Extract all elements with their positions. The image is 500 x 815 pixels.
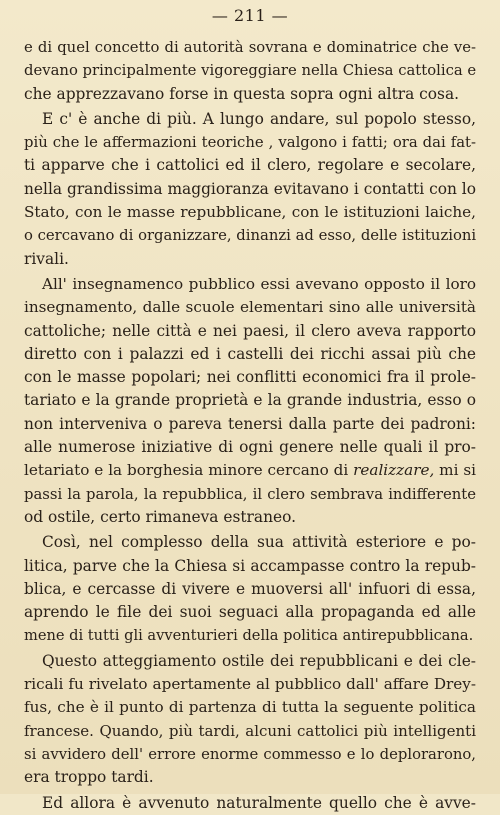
text-line: ricali fu rivelato apertamente al pubblico dall' affare Drey-: [24, 675, 476, 694]
paragraph: [24, 650, 476, 790]
italic-word: realizzare,: [353, 461, 435, 480]
text-line: blica, e cercasse di vivere e muoversi all' infuori di essa,: [24, 579, 476, 598]
text-line: All' insegnamenco pubblico essi avevano opposto il loro: [42, 274, 476, 293]
paragraph: [24, 36, 476, 106]
text-line: od ostile, certo rimaneva estraneo.: [24, 507, 296, 526]
paragraph: [24, 531, 476, 647]
text-line: litica, parve che la Chiesa si accampasse contro la repub-: [24, 556, 476, 575]
text-line: Così, nel complesso della sua attività esteriore e po-: [42, 533, 476, 552]
text-line: Ed allora è avvenuto naturalmente quello che è avve-: [42, 793, 476, 812]
text-line: Questo atteggiamento ostile dei repubblicani e dei cle-: [42, 651, 476, 670]
text-line: più che le affermazioni teoriche , valgono i fatti; ora dai fat-: [24, 134, 476, 152]
text-line: insegnamento, dalle scuole elementari sino alle università: [24, 298, 476, 317]
text-line: non interveniva o pareva tenersi dalla parte dei padroni:: [24, 414, 476, 433]
text-line: francese. Quando, più tardi, alcuni cattolici più intelligenti: [24, 721, 476, 740]
text-line: fus, che è il punto di partenza di tutta la seguente politica: [24, 698, 476, 717]
paragraph: [24, 108, 476, 271]
text-line: tariato e la grande proprietà e la grande industria, esso o: [24, 391, 476, 410]
page-number: — 211 —: [211, 6, 289, 25]
text-line: E c' è anche di più. A lungo andare, sul popolo stesso,: [42, 109, 476, 128]
text-segment: letariato e la borghesia minore cercano di: [24, 461, 349, 480]
body-text: [24, 36, 476, 815]
text-line: Stato, con le masse repubblicane, con le istituzioni laiche,: [24, 203, 476, 222]
text-line-with-italic: [24, 459, 476, 482]
text-line: ti apparve che i cattolici ed il clero, regolare e secolare,: [24, 156, 476, 175]
text-line: nella grandissima maggioranza evitavano i contatti con lo: [24, 179, 476, 198]
text-line: cattoliche; nelle città e nei paesi, il clero aveva rapporto: [24, 321, 476, 340]
text-line: e di quel concetto di autorità sovrana e dominatrice che ve-: [24, 39, 476, 56]
text-segment: mi si: [434, 461, 476, 480]
text-line: diretto con i palazzi ed i castelli dei ricchi assai più che: [24, 344, 476, 363]
text-line: con le masse popolari; nei conflitti economici fra il prole-: [24, 368, 476, 387]
text-line: alle numerose iniziative di ogni genere nelle quali il pro-: [24, 438, 476, 457]
paragraph: [24, 792, 476, 815]
text-line: che apprezzavano forse in questa sopra ogni altra cosa.: [24, 84, 460, 103]
text-line: aprendo le file dei suoi seguaci alla propaganda ed alle: [24, 603, 476, 622]
text-line: passi la parola, la repubblica, il clero sembrava indifferente: [24, 485, 476, 503]
text-line: o cercavano di organizzare, dinanzi ad esso, delle istituzioni: [24, 227, 477, 245]
text-line: rivali.: [24, 249, 69, 268]
text-line: si avvidero dell' errore enorme commesso e lo deplorarono,: [24, 745, 476, 763]
text-line: mene di tutti gli avventurieri della politica antirepubblicana.: [24, 627, 474, 645]
text-line: era troppo tardi.: [24, 768, 154, 787]
text-line: devano principalmente vigoreggiare nella Chiesa cattolica e: [24, 62, 477, 80]
paragraph: [24, 273, 476, 529]
